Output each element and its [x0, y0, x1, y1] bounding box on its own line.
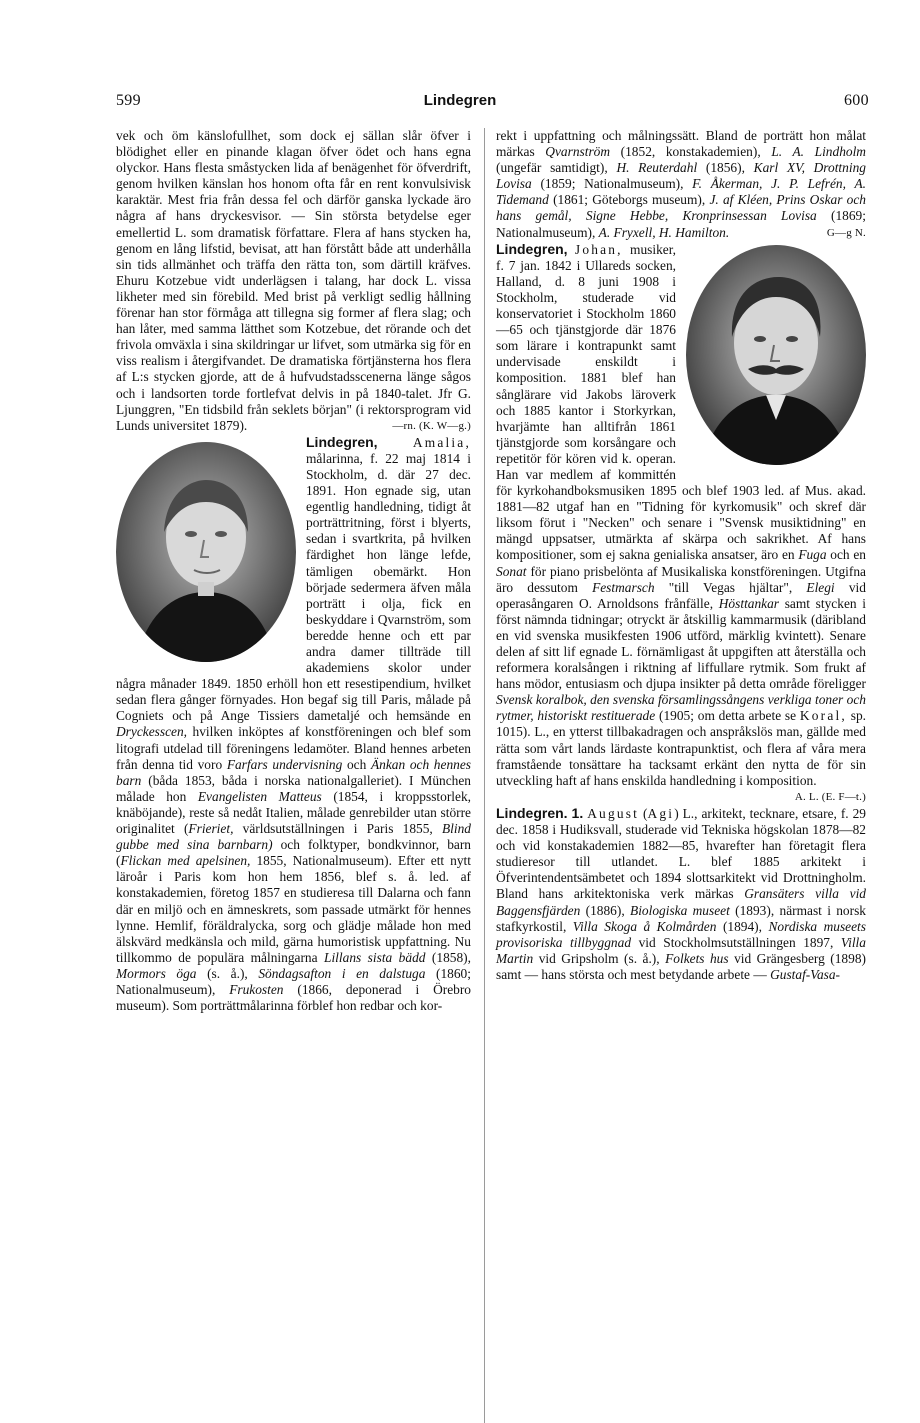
entry-given-name: Amalia, [412, 434, 471, 450]
running-head-title: Lindegren [423, 92, 497, 109]
author-signature: A. L. (E. F—t.) [794, 790, 866, 803]
cross-reference: Koral, [799, 708, 847, 724]
portrait-woman-icon [116, 442, 296, 662]
entry-amalia: Lindegren, Amalia, målarinna, f. 22 maj 1814 i Stockholm, d. där 27 dec. 1891. Hon egnade sig, utan egentlig handledning, tidigt åt porträttritning, först i blyerts, sedan i svartkrita, på hvilken färdighet hon länge lefde, tämligen obemärkt. Hon började sedermera äfven måla porträtt i olja, fick en beskyddare i Qvarnström, som beredde henne och ett par andra damer tillträde till akademiens skolor under några månader 1849. 1850 erhöll hon ett resestipendium, hvilket sedan flera gånger förnyades. Hon begaf sig till Paris, målade på Cogniets och på Ange Tissiers dametaljé och hemsände en Dryckesscen, hvilken inköptes af konstföreningen och blef som litografi utdelad till föreningens ledamöter. Bland hennes arbeten från denna tid voro Farfars undervisning och Änkan och hennes barn (båda 1853, båda i norska nationalgalleriet). I München målade hon Evangelisten Matteus (1854, i kroppsstorlek, knäböjande), reste så nedåt Italien, målade genrebilder utan större originalitet (Frieriet, världsutställningen i Paris 1855, Blind gubbe med sina barnbarn) och folktyper, bondkvinnor, barn (Flickan med apelsinen, 1855, Nationalmuseum). Efter ett nytt läroår i Paris kom hon hem 1856, blef s. å. led. af konstakademien, företog 1857 en studieresa till Dalarna och fann där en miljö och en ämneskrets, som passade utmärkt för hennes lynne. Hemlif, föräldralycka, sorg och glädje målade hon med älskvärd medkänsla och mild, gärna humoristisk uppfattning. Nu tillkommo de populära målningarna Lillans sista bädd (1858), Mormors öga (s. å.), Söndagsafton i en dalstuga (1860; Nationalmuseum), Frukosten (1866, deponerad i Örebro museum). Som porträttmålarinna förblef hon redbar och kor- [116, 433, 471, 1014]
author-signature: —rn. (K. W—g.) [392, 419, 471, 432]
page-header [0, 92, 920, 116]
portrait-johan-lindegren [686, 245, 866, 465]
left-column [116, 128, 471, 1014]
entry-headword: Lindegren, [306, 433, 378, 450]
paragraph-amalia-continued: rekt i uppfattning och målningssätt. Bland de porträtt hon målat märkas Qvarnström (1852, konstakademien), L. A. Lindholm (ungefär samtidigt), H. Reuterdahl (1856), Karl XV, Drottning Lovisa (1859; Nationalmuseum), F. Åkerman, J. P. Lefrén, A. Tidemand (1861; Göteborgs museum), J. af Kléen, Prins Oskar och hans gemål, Signe Hebbe, Kronprinsessan Lovisa (1869; Nationalmuseum), A. Fryxell, H. Hamilton. G—g N. [496, 128, 866, 240]
entry-headword: Lindegren, [496, 240, 568, 257]
column-divider [484, 128, 485, 1423]
author-signature: G—g N. [826, 226, 866, 239]
entry-nickname: Agi [647, 805, 675, 821]
portrait-amalia-lindegren [116, 442, 296, 662]
entry-johan: Lindegren, Johan, musiker, f. 7 jan. 1842 i Ullareds socken, Halland, d. 8 juni 1908 i Stockholm, studerade vid konservatoriet i Stockholm 1860—65 och tjänstgjorde där 1876 som lärare i kontrapunkt samt undervisade enskildt i komposition. 1881 blef han sånglärare vid Jakobs läroverk och 1885 kantor i Storkyrkan, hvarjämte han alltifrån 1861 tjänstgjorde som korsångare och repetitör för kören vid k. operan. Han var medlem af kommittén för kyrkohandboksmusiken 1895 och blef 1903 led. af Mus. akad. 1881—82 utgaf han en "Tidning för kyrkomusik" och skref där liksom förut i "Necken" och senare i "Svensk musiktidning" en mängd uppsatser, utmärkta af skärpa och sakrikhet. Af hans kompositioner, som ej sakna genialiska ansatser, äro en Fuga och en Sonat för piano prisbelönta af Musikaliska konstföreningen. Utgifna äro dessutom Festmarsch "till Vegas hjältar", Elegi vid operasångaren O. Arnoldsons frånfälle, Hösttankar samt stycken i först nämnda tidningar; otryckt är åtskillig kammarmusik (däribland en vid svenska musikfesten 1906 utförd, märklig kvintett). Senare delen af sitt lif egnade L. förnämligast åt uppgiften att återställa och reformera koralsången i riktning af liffullare rytmik. Som frukt af hans mödor, entusiasm och djupa insikter på detta område föreligger Svensk koralbok, den svenska församlingssångens verkliga toner och rytmer, historiskt restituerade (1905; om detta arbete se Koral, sp. 1015). L., en ytterst tillbakadragen och anspråkslös man, gällde med rätta som vårt lands lärdaste kontrapunktist, och flera af våra mera framstående tonsättare ha tacksamt erkänt den nytta de för sin utveckling haft af hans enskilda handledning i komposition. A. L. (E. F—t.) [496, 241, 866, 789]
entry-august: Lindegren. 1. August (Agi) L., arkitekt, tecknare, etsare, f. 29 dec. 1858 i Hudiksvall, studerade vid Tekniska högskolan 1878—82 och vid konstakademien 1882—85, hvarefter han företagit flera studieresor till utlandet. L. blef 1885 arkitekt i Öfverintendentsämbetet och 1894 slottsarkitekt vid Drottningholm. Bland hans arkitektoniska verk märkas Gransäters villa vid Baggensfjärden (1886), Biologiska museet (1893), närmast i norsk stafkyrkostil, Villa Skoga å Kolmården (1894), Nordiska museets provisoriska tillbyggnad vid Stockholmsutställningen 1897, Villa Martin vid Gripsholm (s. å.), Folkets hus vid Grängesberg (1898) samt — hans största och mest betydande arbete — Gustaf-Vasa- [496, 804, 866, 982]
paragraph-continuation: vek och öm känslofullhet, som dock ej sällan slår öfver i blödighet eller en pinande klagan öfver ödet och hans egna olyckor. Hans flesta småstycken lida af benägenhet för öfverdrift, genom hvilken känslan hos honom ofta får en rent konvulsivisk karaktär. Mest fria från dessa fel och därför ganska lyckade äro några af hans dryckesvisor. — Sin största betydelse eger emellertid L. som dramatisk författare. Flera af hans stycken ha, genom en lång lifstid, bevisat, att han förstått både att underhålla sin tids allmänhet och träffa den rätta ton, som därtill kräfves. Ehuru Kotzebue vidt underlägsen i talang, har dock L. vissa likheter med sin förebild. Med brist på verkligt sedlig hållning förenar han stor förmåga att tillegna sig former af flera slag; och han låter, med samma lätthet som Kotzebue, det rörande och det frivola omväxla i sina skildringar ur lifvet, som utmärka sig för en viss realism i återgifvandet. De dramatiska förtjänsterna hos flera af L:s stycken gjorde, att de å hufvudstadsscenerna länge sågos och i landsorten torde fortlefvat delvis in på 1840-talet. Jfr G. Ljunggren, "En tidsbild från seklets början" (i rektorsprogram vid Lunds universitet 1879). —rn. (K. W—g.) [116, 128, 471, 433]
page-number-left: 599 [116, 92, 141, 109]
entry-headword: Lindegren. [496, 804, 568, 821]
entry-number: 1. [571, 804, 584, 821]
portrait-man-icon [686, 245, 866, 465]
right-column [496, 128, 866, 983]
entry-given-name: August [587, 805, 640, 821]
entry-given-name: Johan, [574, 241, 623, 257]
page-number-right: 600 [844, 92, 869, 109]
